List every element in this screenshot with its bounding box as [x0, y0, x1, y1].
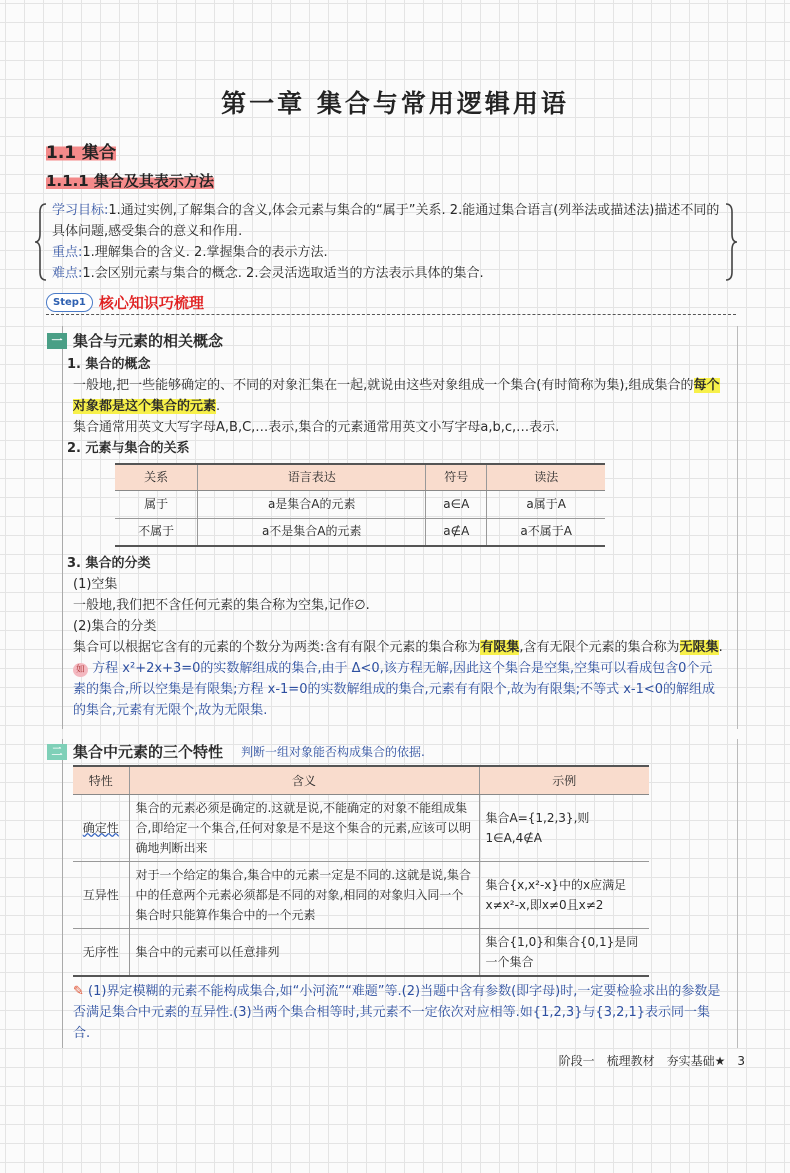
- hard-label: 难点:: [52, 266, 83, 281]
- table-row: [73, 861, 649, 928]
- step-badge: Step1: [46, 293, 93, 312]
- cell: 不属于: [115, 518, 198, 546]
- s3-sub2: (2)集合的分类: [73, 619, 157, 634]
- warning-icon: ✎: [73, 983, 84, 999]
- part1-section: [51, 326, 738, 729]
- s2-title: 2. 元素与集合的关系: [67, 441, 190, 456]
- section-heading: 1.1 集合: [46, 138, 116, 163]
- cell: a∈A: [426, 490, 487, 518]
- period: .: [216, 399, 221, 414]
- s3-text2: 集合可以根据它含有的元素的个数分为两类:含有有限个元素的集合称为: [73, 640, 481, 655]
- period: .: [718, 640, 723, 655]
- cell: a不属于A: [487, 518, 605, 546]
- table-header: 语言表达: [198, 464, 426, 490]
- right-brace: [724, 202, 738, 282]
- goal-text: 1.通过实例,了解集合的含义,体会元素与集合的“属于”关系. 2.能通过集合语言(列举法或描述法)描述不同的具体问题,感受集合的意义和作用.: [52, 203, 720, 239]
- cell: a是集合A的元素: [198, 490, 426, 518]
- table-header: 特性: [73, 766, 129, 794]
- page-number: 3: [737, 1053, 745, 1068]
- content-flow: [51, 326, 745, 1070]
- cell: 互异性: [73, 861, 129, 928]
- part2-title: 集合中元素的三个特性: [73, 743, 224, 761]
- chapter-title: 第一章 集合与常用逻辑用语: [221, 89, 569, 118]
- relation-table: [115, 463, 605, 547]
- key-text: 1.理解集合的含义. 2.掌握集合的表示方法.: [82, 245, 328, 260]
- footer-text1: 梳理教材: [606, 1053, 655, 1068]
- cell: 集合的元素必须是确定的.这就是说,不能确定的对象不能组成集合,即给定一个集合,任何对象是不是这个集合的元素,应该可以明确地判断出来: [129, 794, 479, 861]
- left-brace: [34, 202, 48, 282]
- table-row: [73, 794, 649, 861]
- table-header: 示例: [479, 766, 649, 794]
- table-row: [115, 490, 605, 518]
- subsection-heading: 1.1.1 集合及其表示方法: [46, 172, 214, 190]
- s1-text: 一般地,把一些能够确定的、不同的对象汇集在一起,就说由这些对象组成一个集合(有时简称为集),组成集合的: [73, 378, 694, 393]
- cell: 属于: [115, 490, 198, 518]
- s3-title: 3. 集合的分类: [67, 556, 151, 571]
- step-header: [46, 292, 204, 313]
- table-row: [115, 518, 605, 546]
- part1-title: 集合与元素的相关概念: [73, 332, 224, 350]
- example-icon: 如: [73, 663, 88, 677]
- annotation: 判断一组对象能否构成集合的依据.: [241, 745, 425, 759]
- cell: a属于A: [487, 490, 605, 518]
- s3-sub1: (1)空集: [73, 577, 118, 592]
- part2-number: 二: [47, 744, 67, 760]
- table-row: [73, 928, 649, 976]
- table-header: 关系: [115, 464, 198, 490]
- finite-set-highlight: 有限集: [480, 640, 520, 655]
- cell: a不是集合A的元素: [198, 518, 426, 546]
- table-header: 符号: [426, 464, 487, 490]
- part2-section: [51, 739, 738, 1048]
- part1-number: 一: [47, 333, 67, 349]
- goal-label: 学习目标:: [52, 203, 109, 218]
- infinite-set-highlight: 无限集: [679, 640, 719, 655]
- table-header: 读法: [487, 464, 605, 490]
- cell: 集合A={1,2,3},则1∈A,4∉A: [479, 794, 649, 861]
- cell: 确定性: [73, 794, 129, 861]
- page-footer: [559, 1052, 745, 1070]
- example-text: 方程 x²+2x+3=0的实数解组成的集合,由于 Δ<0,该方程无解,因此这个集合是空集,空集可以看成包含0个元素的集合,所以空集是有限集;方程 x-1=0的实数解组成的集合,元素有有限个,故为有限集;不等式 x-1<0的解组成的集合,元素有无限个,故为无限集.: [73, 661, 716, 718]
- s3-text1: 一般地,我们把不含任何元素的集合称为空集,记作∅.: [73, 598, 370, 613]
- key-label: 重点:: [52, 245, 83, 260]
- cell: 无序性: [73, 928, 129, 976]
- cell: 集合{x,x²-x}中的x应满足x≠x²-x,即x≠0且x≠2: [479, 861, 649, 928]
- learning-objectives: [52, 200, 722, 284]
- footer-stage: 阶段一: [558, 1053, 595, 1068]
- hard-text: 1.会区别元素与集合的概念. 2.会灵活选取适当的方法表示具体的集合.: [82, 266, 484, 281]
- cell: 集合{1,0}和集合{0,1}是同一个集合: [479, 928, 649, 976]
- note-text: (1)界定模糊的元素不能构成集合,如“小河流”“难题”等.(2)当题中含有参数(即字母)时,一定要检验求出的参数是否满足集合中元素的互异性.(3)当两个集合相等时,其元素不一定依次对应相等.如{1,2,3}与{3,2,1}表示同一集合.: [73, 983, 721, 1041]
- s1-text2: 集合通常用英文大写字母A,B,C,…表示,集合的元素通常用英文小写字母a,b,c,…表示.: [73, 420, 560, 435]
- dashed-divider: [46, 314, 736, 315]
- table-header: 含义: [129, 766, 479, 794]
- properties-table: [73, 765, 649, 977]
- cell: 集合中的元素可以任意排列: [129, 928, 479, 976]
- s1-highlight: 每个对象都是这个集合的元素: [73, 378, 720, 414]
- cell: a∉A: [426, 518, 487, 546]
- cell: 对于一个给定的集合,集合中的元素一定是不同的.这就是说,集合中的任意两个元素必须都是不同的对象,相同的对象归入同一个集合时只能算作集合中的一个元素: [129, 861, 479, 928]
- s3-text2b: ,含有无限个元素的集合称为: [519, 640, 680, 655]
- step-title: 核心知识巧梳理: [98, 294, 204, 312]
- footer-text2: 夯实基础★: [666, 1053, 726, 1068]
- s1-title: 1. 集合的概念: [67, 357, 151, 372]
